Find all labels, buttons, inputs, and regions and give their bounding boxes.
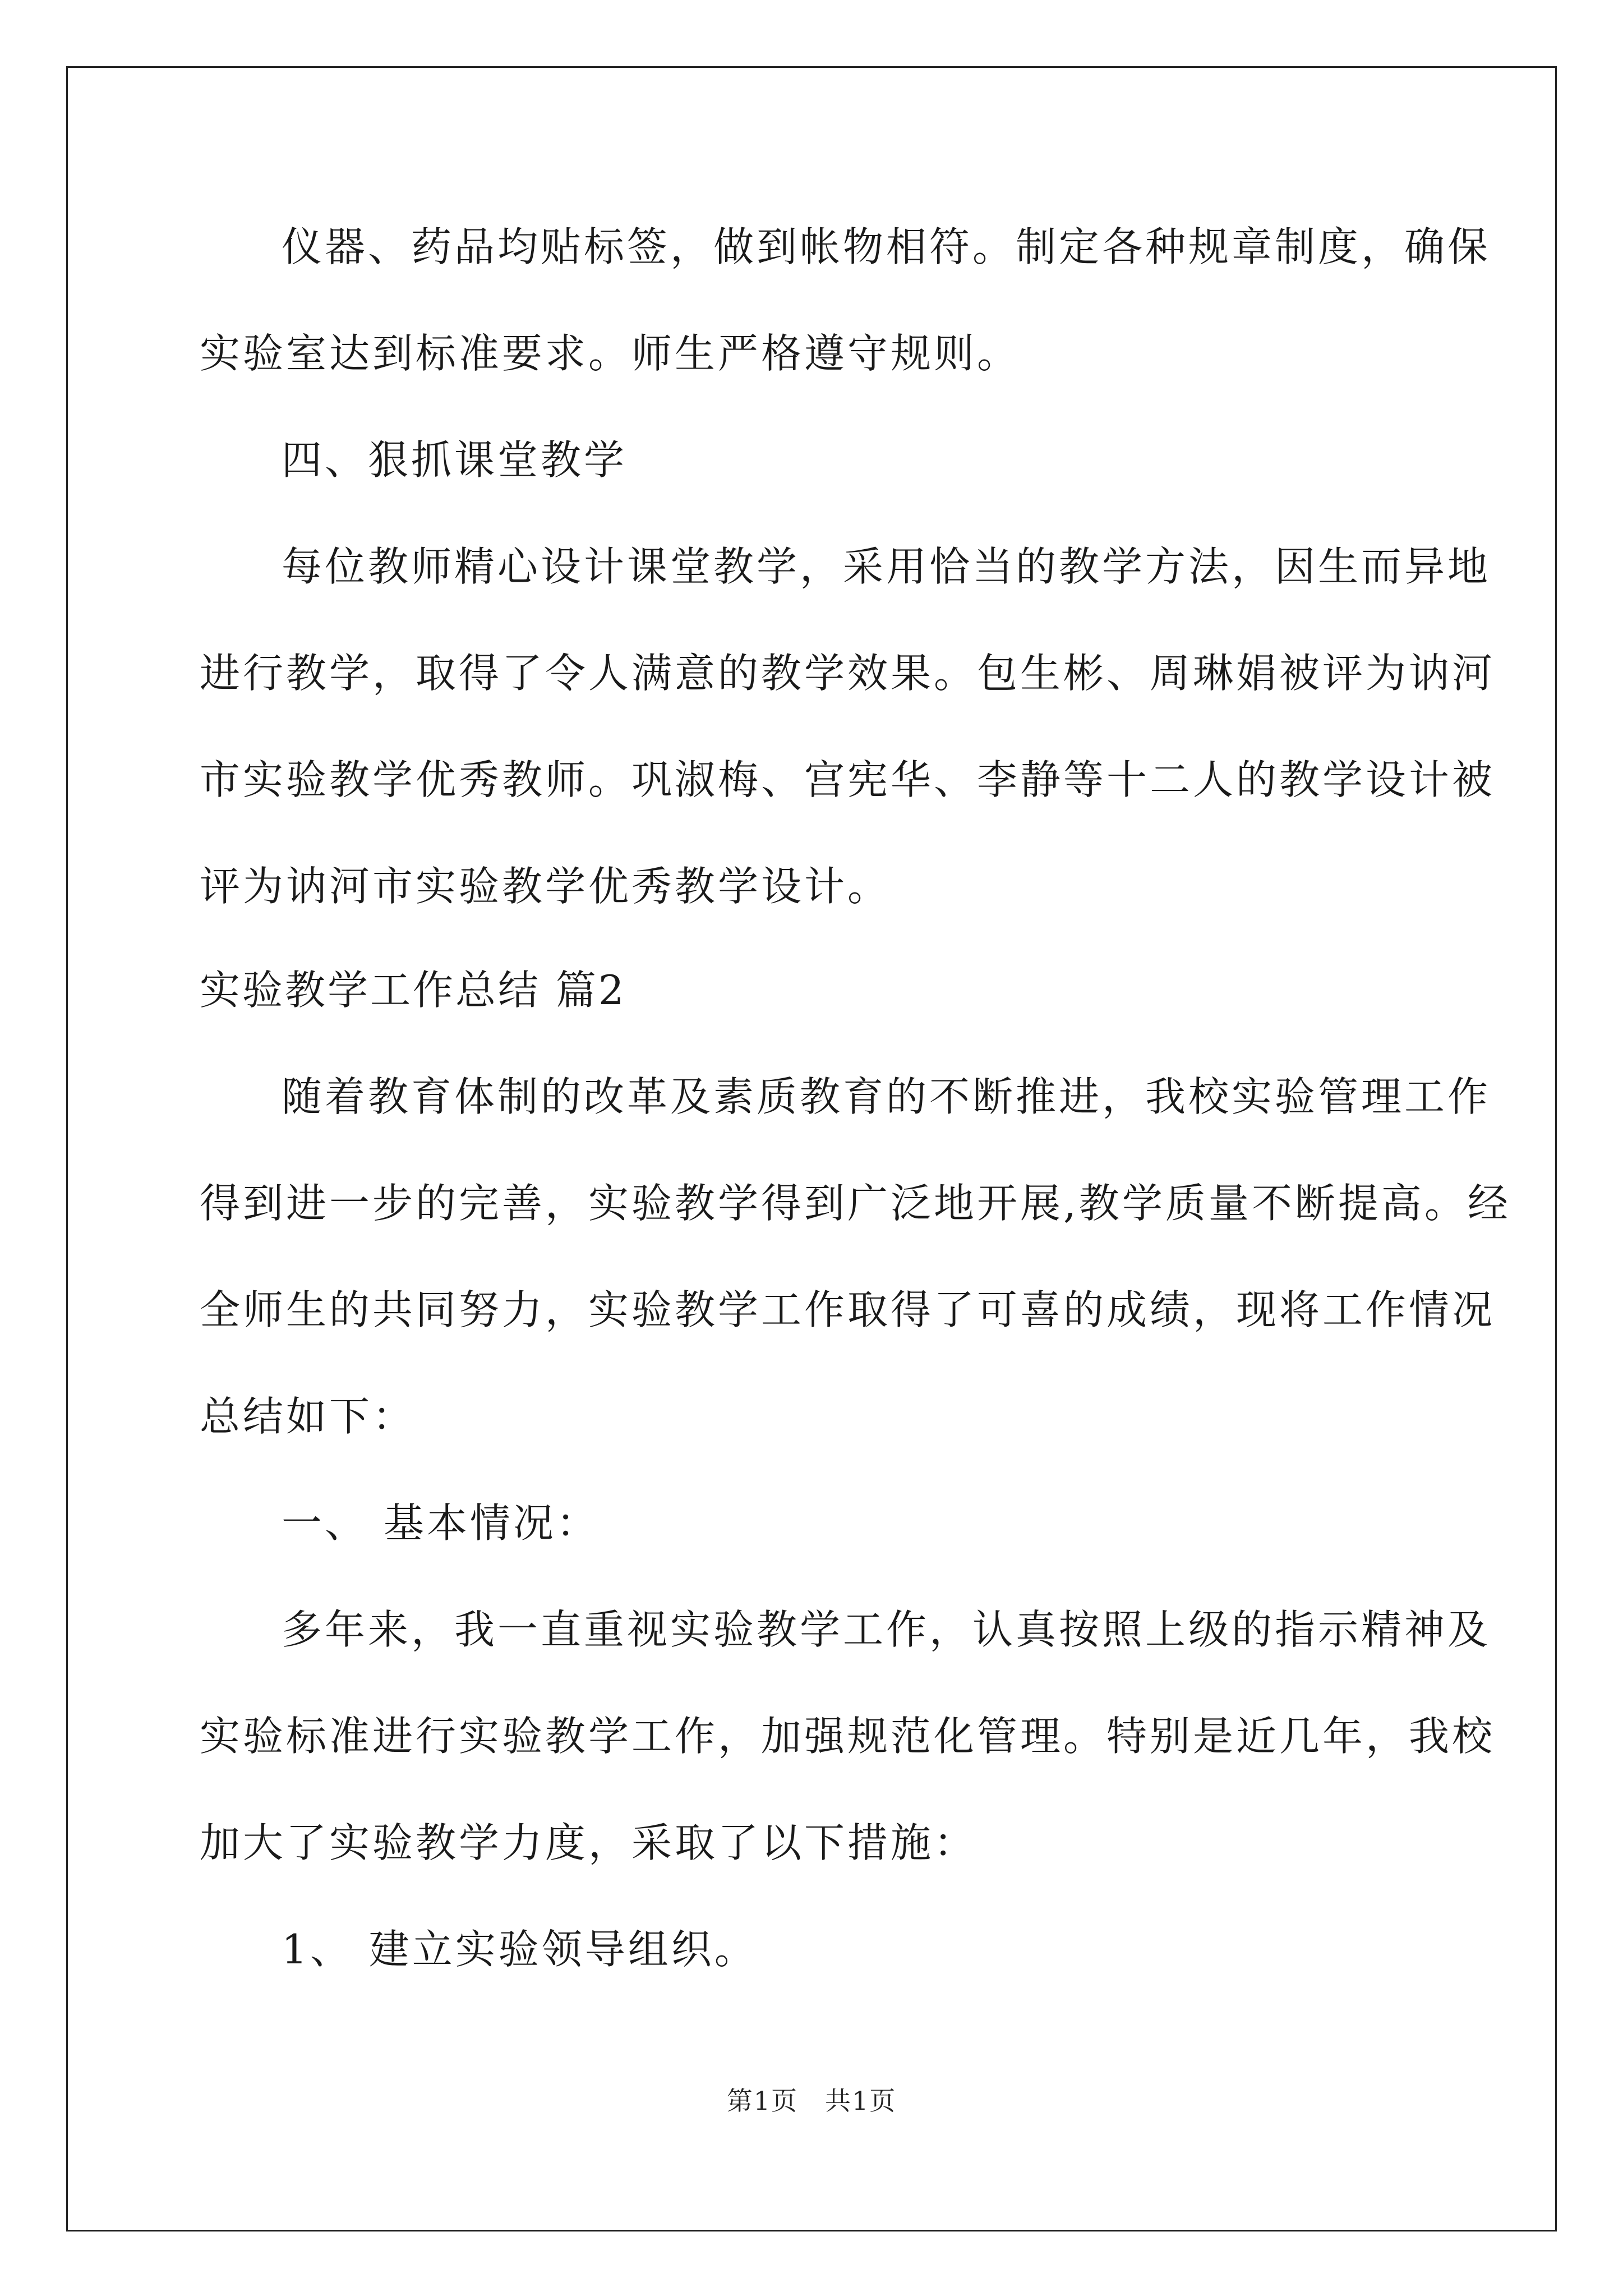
text-line: 实验室达到标准要求。师生严格遵守规则。 <box>200 330 1021 377</box>
text-line: 市实验教学优秀教师。巩淑梅、宫宪华、李静等十二人的教学设计被 <box>200 756 1496 803</box>
section-heading: 一、 基本情况： <box>282 1499 600 1547</box>
page-footer: 第1页 共1页 <box>726 2086 897 2116</box>
page-border <box>66 66 1557 2231</box>
text-line: 得到进一步的完善，实验教学得到广泛地开展,教学质量不断提高。经 <box>200 1180 1511 1227</box>
text-line: 实验标准进行实验教学工作，加强规范化管理。特别是近几年，我校 <box>200 1713 1496 1760</box>
text-line: 进行教学，取得了令人满意的教学效果。包生彬、周琳娟被评为讷河 <box>200 650 1496 697</box>
text-line: 多年来，我一直重视实验教学工作，认真按照上级的指示精神及 <box>282 1606 1491 1653</box>
section-heading: 四、狠抓课堂教学 <box>282 436 628 484</box>
article-title: 实验教学工作总结 篇2 <box>200 967 626 1014</box>
text-line: 随着教育体制的改革及素质教育的不断推进，我校实验管理工作 <box>282 1073 1491 1120</box>
text-line: 总结如下： <box>200 1393 416 1440</box>
text-line: 仪器、药品均贴标签，做到帐物相符。制定各种规章制度，确保 <box>282 223 1491 270</box>
text-line: 全师生的共同努力，实验教学工作取得了可喜的成绩，现将工作情况 <box>200 1286 1496 1333</box>
list-item: 1、 建立实验领导组织。 <box>282 1926 758 1973</box>
text-line: 每位教师精心设计课堂教学，采用恰当的教学方法，因生而异地 <box>282 543 1491 590</box>
text-line: 加大了实验教学力度，采取了以下措施： <box>200 1819 978 1866</box>
text-line: 评为讷河市实验教学优秀教学设计。 <box>200 863 891 910</box>
